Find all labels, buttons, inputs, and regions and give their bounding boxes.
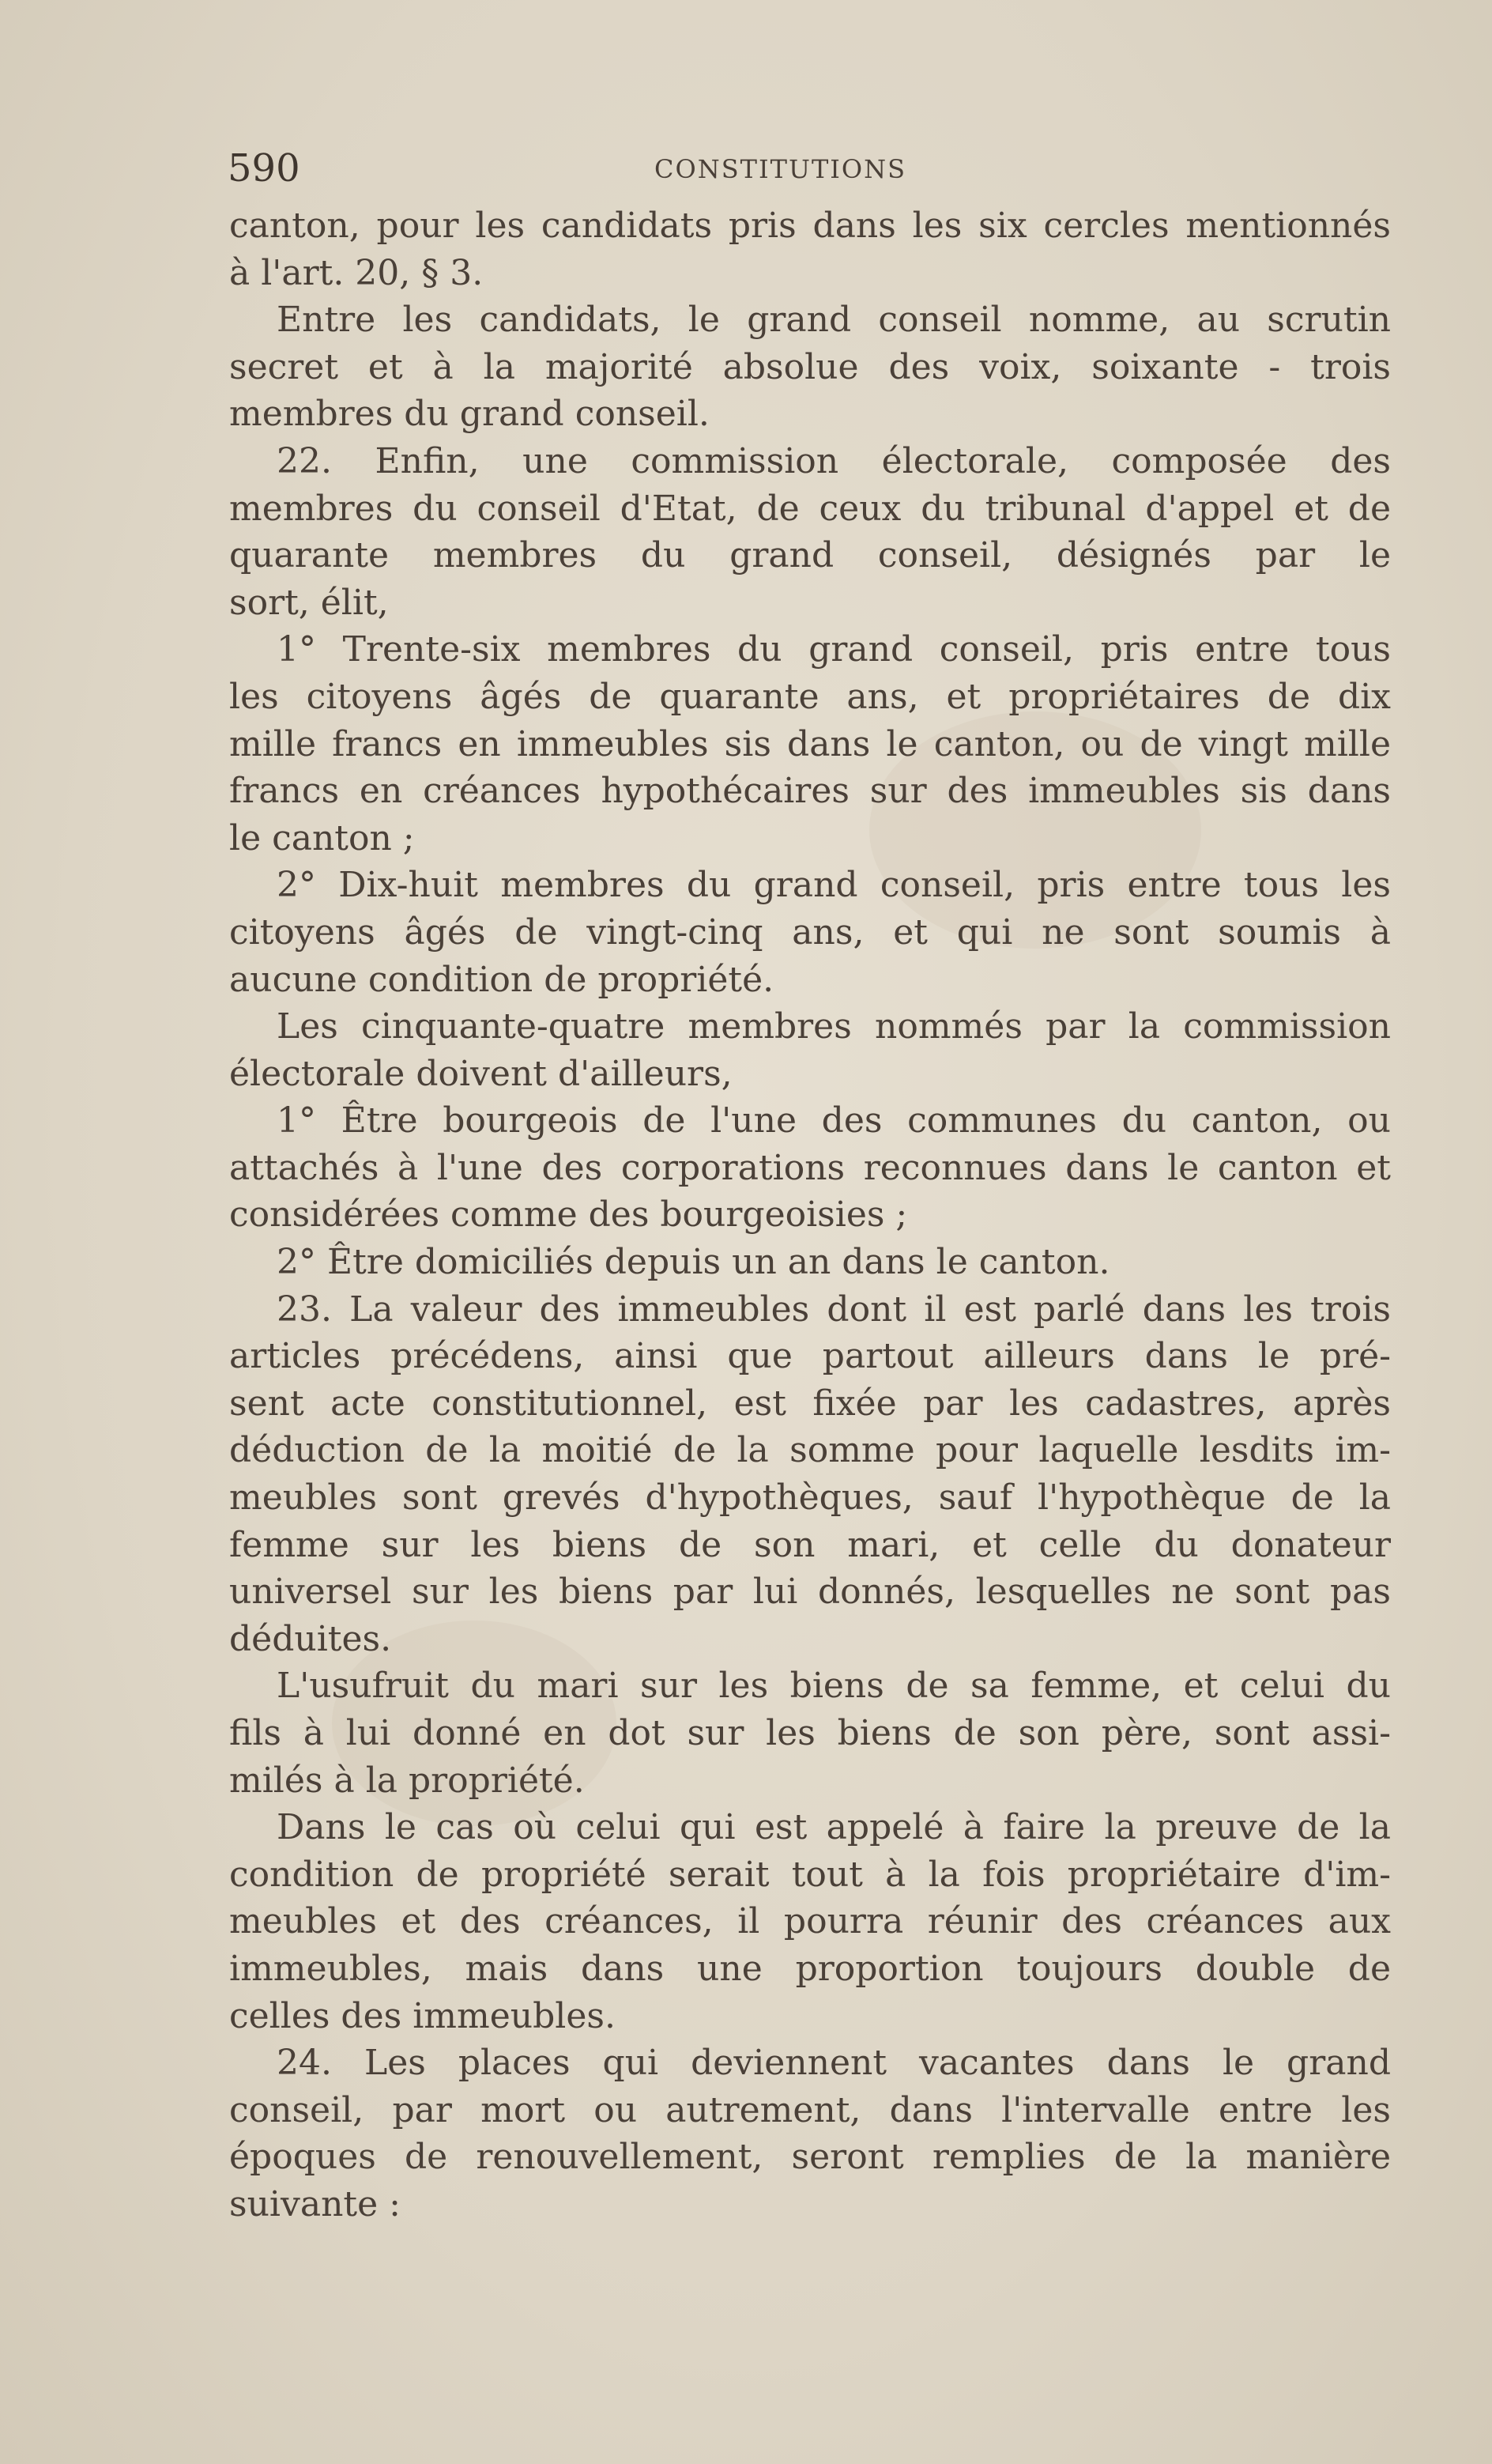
text-line: secret et à la majorité absolue des voix, soixante - trois [229,346,1391,387]
text-line: citoyens âgés de vingt-cinq ans, et qui ne sont soumis à [229,911,1391,953]
text-line: époques de renouvellement, seront remplies de la manière [229,2137,1391,2178]
text-line: L'usufruit du mari sur les biens de sa femme, et celui du [277,1666,1391,1707]
running-head: CONSTITUTIONS [654,154,907,184]
text-line: membres du grand conseil. [229,394,710,435]
text-line: meubles et des créances, il pourra réunir des créances aux [229,1901,1391,1942]
text-line: Entre les candidats, le grand conseil nomme, au scrutin [277,300,1391,341]
text-line: conseil, par mort ou autrement, dans l'intervalle entre les [229,2089,1391,2130]
text-line: canton, pour les candidats pris dans les six cercles mentionnés [229,206,1391,246]
text-line: femme sur les biens de son mari, et celle du donateur [229,1524,1391,1565]
text-line: immeubles, mais dans une proportion toujours double de [229,1948,1391,1989]
text-line: membres du conseil d'Etat, de ceux du tribunal d'appel et de [229,488,1391,529]
page-header [228,141,1397,196]
text-line: 1° Trente-six membres du grand conseil, pris entre tous [277,629,1391,670]
text-line: 2° Être domiciliés depuis un an dans le canton. [277,1242,1110,1283]
text-line: considérées comme des bourgeoisies ; [229,1194,908,1236]
text-line: Dans le cas où celui qui est appelé à faire la preuve de la [277,1807,1391,1848]
text-line: sort, élit, [229,582,389,623]
text-line: 24. Les places qui deviennent vacantes dans le grand [277,2043,1391,2084]
text-line: déduites. [229,1618,392,1659]
text-line: attachés à l'une des corporations reconnues dans le canton et [229,1147,1391,1188]
text-line: mille francs en immeubles sis dans le canton, ou de vingt mille [229,723,1391,764]
text-line: quarante membres du grand conseil, désignés par le [229,535,1391,576]
text-line: à l'art. 20, § 3. [229,252,484,293]
text-line: 23. La valeur des immeubles dont il est parlé dans les trois [277,1289,1391,1330]
body-text [229,202,1391,2228]
text-line: 1° Être bourgeois de l'une des communes du canton, ou [277,1100,1391,1141]
text-line: les citoyens âgés de quarante ans, et propriétaires de dix [229,676,1391,717]
text-line: 22. Enfin, une commission électorale, composée des [277,440,1391,481]
text-line: Les cinquante-quatre membres nommés par la commission [277,1006,1391,1047]
text-line: sent acte constitutionnel, est fixée par les cadastres, après [229,1383,1391,1424]
text-line: 2° Dix-huit membres du grand conseil, pris entre tous les [277,865,1391,906]
page-number: 590 [228,146,300,191]
text-line: condition de propriété serait tout à la fois propriétaire d'im- [229,1854,1391,1895]
text-line: électorale doivent d'ailleurs, [229,1053,733,1094]
text-line: fils à lui donné en dot sur les biens de son père, sont assi- [229,1713,1391,1753]
text-line: universel sur les biens par lui donnés, lesquelles ne sont pas [229,1572,1391,1613]
text-line: suivante : [229,2183,401,2224]
text-line: francs en créances hypothécaires sur des immeubles sis dans [229,771,1391,812]
text-line: le canton ; [229,817,415,858]
text-line: aucune condition de propriété. [229,959,774,1000]
text-line: meubles sont grevés d'hypothèques, sauf l'hypothèque de la [229,1477,1391,1519]
text-line: déduction de la moitié de la somme pour laquelle lesdits im- [229,1430,1391,1471]
text-line: articles précédens, ainsi que partout ailleurs dans le pré- [229,1336,1391,1377]
text-line: milés à la propriété. [229,1760,585,1801]
text-line: celles des immeubles. [229,1995,616,2036]
